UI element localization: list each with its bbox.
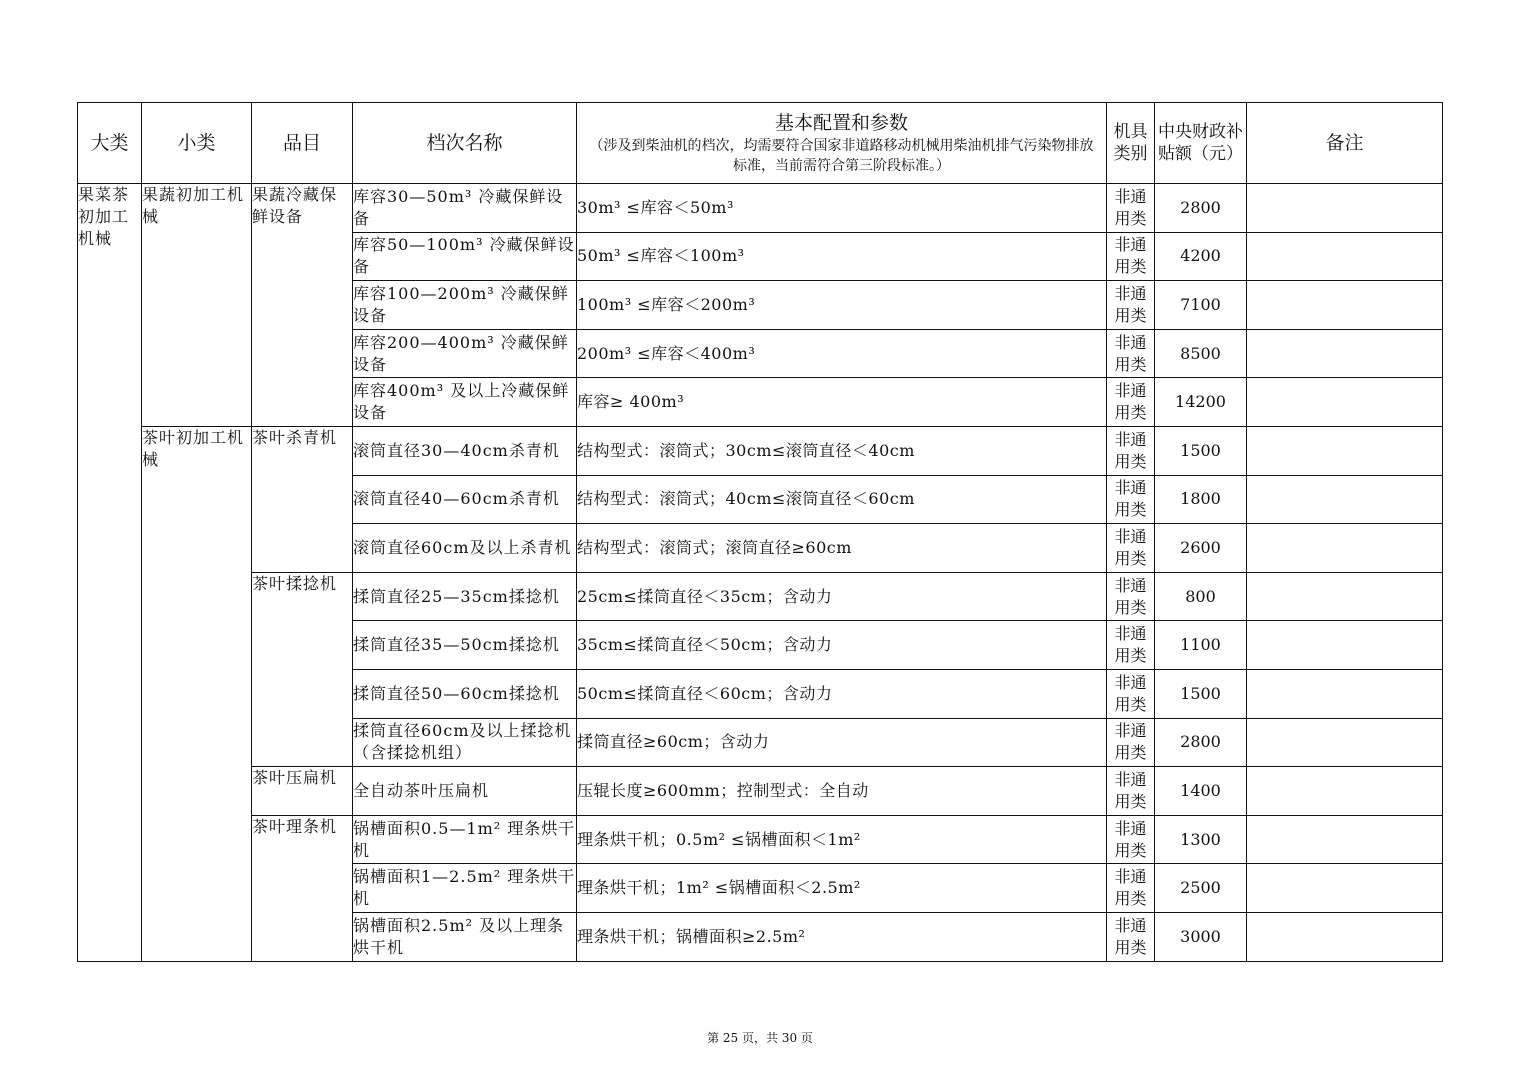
grade-name-cell: 揉筒直径25—35cm揉捻机 bbox=[353, 572, 577, 621]
amount-cell: 1400 bbox=[1155, 767, 1247, 816]
header-row bbox=[78, 103, 1443, 184]
amount-cell: 1300 bbox=[1155, 815, 1247, 864]
note-cell bbox=[1247, 184, 1443, 233]
type-cell: 非通用类 bbox=[1107, 912, 1155, 961]
spec-cell: 理条烘干机；0.5m² ≤锅槽面积＜1m² bbox=[577, 815, 1107, 864]
grade-name-cell: 滚筒直径30—40cm杀青机 bbox=[353, 426, 577, 475]
type-cell: 非通用类 bbox=[1107, 669, 1155, 718]
header-config bbox=[577, 103, 1107, 184]
header-config-title: 基本配置和参数 bbox=[774, 112, 908, 134]
header-minor-category: 小类 bbox=[142, 103, 252, 184]
header-machine-type: 机具类别 bbox=[1107, 103, 1155, 184]
type-cell: 非通用类 bbox=[1107, 378, 1155, 427]
item-cell: 果蔬冷藏保鲜设备 bbox=[252, 184, 353, 427]
spec-cell: 200m³ ≤库容＜400m³ bbox=[577, 329, 1107, 378]
grade-name-cell: 滚筒直径60cm及以上杀青机 bbox=[353, 524, 577, 573]
note-cell bbox=[1247, 572, 1443, 621]
header-major-category: 大类 bbox=[78, 103, 142, 184]
grade-name-cell: 库容200—400m³ 冷藏保鲜设备 bbox=[353, 329, 577, 378]
spec-cell: 理条烘干机；1m² ≤锅槽面积＜2.5m² bbox=[577, 864, 1107, 913]
header-grade-name: 档次名称 bbox=[353, 103, 577, 184]
spec-cell: 25cm≤揉筒直径＜35cm；含动力 bbox=[577, 572, 1107, 621]
type-cell: 非通用类 bbox=[1107, 232, 1155, 281]
grade-name-cell: 库容50—100m³ 冷藏保鲜设备 bbox=[353, 232, 577, 281]
type-cell: 非通用类 bbox=[1107, 475, 1155, 524]
amount-cell: 14200 bbox=[1155, 378, 1247, 427]
note-cell bbox=[1247, 815, 1443, 864]
type-cell: 非通用类 bbox=[1107, 815, 1155, 864]
note-cell bbox=[1247, 718, 1443, 767]
note-cell bbox=[1247, 767, 1443, 816]
note-cell bbox=[1247, 329, 1443, 378]
table-row bbox=[78, 184, 1443, 233]
note-cell bbox=[1247, 912, 1443, 961]
grade-name-cell: 揉筒直径50—60cm揉捻机 bbox=[353, 669, 577, 718]
grade-name-cell: 锅槽面积1—2.5m² 理条烘干机 bbox=[353, 864, 577, 913]
type-cell: 非通用类 bbox=[1107, 524, 1155, 573]
grade-name-cell: 锅槽面积2.5m² 及以上理条烘干机 bbox=[353, 912, 577, 961]
type-cell: 非通用类 bbox=[1107, 281, 1155, 330]
header-config-note: （涉及到柴油机的档次，均需要符合国家非道路移动机械用柴油机排气污染物排放标准，当前需符合第三阶段标准。） bbox=[589, 138, 1094, 174]
table-row bbox=[78, 815, 1443, 864]
spec-cell: 库容≥ 400m³ bbox=[577, 378, 1107, 427]
note-cell bbox=[1247, 378, 1443, 427]
major-category-cell: 果菜茶初加工机械 bbox=[78, 184, 142, 962]
note-cell bbox=[1247, 621, 1443, 670]
grade-name-cell: 全自动茶叶压扁机 bbox=[353, 767, 577, 816]
grade-name-cell: 揉筒直径35—50cm揉捻机 bbox=[353, 621, 577, 670]
header-subsidy-amount: 中央财政补贴额（元） bbox=[1155, 103, 1247, 184]
note-cell bbox=[1247, 669, 1443, 718]
page-footer: 第 25 页，共 30 页 bbox=[707, 1031, 813, 1045]
amount-cell: 8500 bbox=[1155, 329, 1247, 378]
subsidy-table bbox=[77, 102, 1443, 962]
type-cell: 非通用类 bbox=[1107, 621, 1155, 670]
table-row bbox=[78, 767, 1443, 816]
type-cell: 非通用类 bbox=[1107, 426, 1155, 475]
type-cell: 非通用类 bbox=[1107, 767, 1155, 816]
spec-cell: 结构型式：滚筒式；滚筒直径≥60cm bbox=[577, 524, 1107, 573]
type-cell: 非通用类 bbox=[1107, 864, 1155, 913]
amount-cell: 2800 bbox=[1155, 184, 1247, 233]
minor-category-cell: 茶叶初加工机械 bbox=[142, 426, 252, 961]
spec-cell: 揉筒直径≥60cm；含动力 bbox=[577, 718, 1107, 767]
type-cell: 非通用类 bbox=[1107, 572, 1155, 621]
amount-cell: 3000 bbox=[1155, 912, 1247, 961]
note-cell bbox=[1247, 524, 1443, 573]
spec-cell: 35cm≤揉筒直径＜50cm；含动力 bbox=[577, 621, 1107, 670]
amount-cell: 7100 bbox=[1155, 281, 1247, 330]
header-notes: 备注 bbox=[1247, 103, 1443, 184]
note-cell bbox=[1247, 232, 1443, 281]
amount-cell: 1500 bbox=[1155, 669, 1247, 718]
item-cell: 茶叶杀青机 bbox=[252, 426, 353, 572]
note-cell bbox=[1247, 281, 1443, 330]
note-cell bbox=[1247, 426, 1443, 475]
spec-cell: 30m³ ≤库容＜50m³ bbox=[577, 184, 1107, 233]
item-cell: 茶叶理条机 bbox=[252, 815, 353, 961]
spec-cell: 结构型式：滚筒式；30cm≤滚筒直径＜40cm bbox=[577, 426, 1107, 475]
spec-cell: 压辊长度≥600mm；控制型式：全自动 bbox=[577, 767, 1107, 816]
spec-cell: 理条烘干机；锅槽面积≥2.5m² bbox=[577, 912, 1107, 961]
amount-cell: 2500 bbox=[1155, 864, 1247, 913]
amount-cell: 4200 bbox=[1155, 232, 1247, 281]
grade-name-cell: 库容100—200m³ 冷藏保鲜设备 bbox=[353, 281, 577, 330]
amount-cell: 2800 bbox=[1155, 718, 1247, 767]
amount-cell: 800 bbox=[1155, 572, 1247, 621]
spec-cell: 结构型式：滚筒式；40cm≤滚筒直径＜60cm bbox=[577, 475, 1107, 524]
spec-cell: 100m³ ≤库容＜200m³ bbox=[577, 281, 1107, 330]
spec-cell: 50cm≤揉筒直径＜60cm；含动力 bbox=[577, 669, 1107, 718]
type-cell: 非通用类 bbox=[1107, 718, 1155, 767]
spec-cell: 50m³ ≤库容＜100m³ bbox=[577, 232, 1107, 281]
minor-category-cell: 果蔬初加工机械 bbox=[142, 184, 252, 427]
item-cell: 茶叶压扁机 bbox=[252, 767, 353, 816]
header-item: 品目 bbox=[252, 103, 353, 184]
grade-name-cell: 锅槽面积0.5—1m² 理条烘干机 bbox=[353, 815, 577, 864]
note-cell bbox=[1247, 864, 1443, 913]
type-cell: 非通用类 bbox=[1107, 184, 1155, 233]
item-cell: 茶叶揉捻机 bbox=[252, 572, 353, 766]
table-row bbox=[78, 572, 1443, 621]
amount-cell: 2600 bbox=[1155, 524, 1247, 573]
grade-name-cell: 库容30—50m³ 冷藏保鲜设备 bbox=[353, 184, 577, 233]
amount-cell: 1500 bbox=[1155, 426, 1247, 475]
grade-name-cell: 库容400m³ 及以上冷藏保鲜设备 bbox=[353, 378, 577, 427]
amount-cell: 1800 bbox=[1155, 475, 1247, 524]
grade-name-cell: 滚筒直径40—60cm杀青机 bbox=[353, 475, 577, 524]
note-cell bbox=[1247, 475, 1443, 524]
type-cell: 非通用类 bbox=[1107, 329, 1155, 378]
grade-name-cell: 揉筒直径60cm及以上揉捻机（含揉捻机组） bbox=[353, 718, 577, 767]
table-row bbox=[78, 426, 1443, 475]
amount-cell: 1100 bbox=[1155, 621, 1247, 670]
